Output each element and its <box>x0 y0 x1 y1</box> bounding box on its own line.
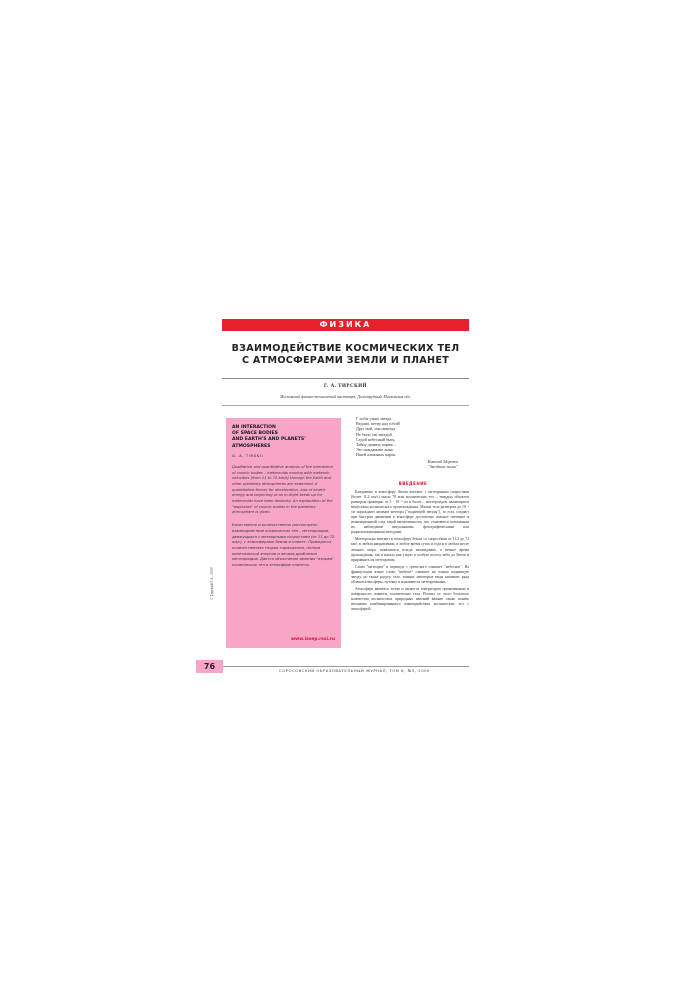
title-line-2: С АТМОСФЕРАМИ ЗЕМЛИ И ПЛАНЕТ <box>241 355 450 366</box>
body-paragraph: Ежедневно в атмосферу Земли влетают с метеорными скоростями (более 11,2 км/с) около 70 млн космических тел – твердых объектов размером примерно от 5 · 10⁻⁶ см и более – метеороидов, являющихся веществом космического происхождения. Малые тела размером до 10⁻² см порождают явление метеора ("падающей звезды"), то есть создают при быстром движении в атмосфере достаточно сильное свечение и ионизационный след такой интенсивности, что становится возможным их наблюдение визуальными, фотографическими или радиолокационными методами. <box>351 490 469 535</box>
epigraph-line: Г лобы узких звезда. <box>356 416 393 421</box>
body-paragraph: Атмосфера является телом и является генератором проявлениями в поверхности планеты, космические тела. Потому от этого большого количества космических природных явлений важнее также понять механизм комбинированного взаимодействия космических тел с атмосферой. <box>351 586 469 612</box>
epigraph-author: Николай Морозов <box>427 458 458 464</box>
author-affiliation: Московский физико-технический институт, Долгопрудный, Московская обл. <box>279 394 412 399</box>
affiliation-rule <box>222 405 469 406</box>
epigraph-line: Друг мой, она никогда <box>356 426 396 432</box>
russian-abstract: Качественно и количественно рассмотрено взаимодействие космических тел – метеороидов, движущихся с метеорными скоростями (от 11 до 72 км/с), с атмосферами Земли и планет. Приводятся количественная теория торможения, потери кинетической энергии и начала дробления метеороидов. Дается объяснение явления "взрыва" космических тел в атмосфере планеты. <box>232 523 335 568</box>
page-number: 76 <box>196 660 223 673</box>
body-paragraph: Метеороиды влетают в атмосферу Земли со скоростями от 11,2 до 72 км/с в любом направлении, в любое время суток и года и в любом месте земного шара, появляются всегда неожиданно, а вечное время прохождения, так и начало как узкую и особую полосу неба до Земли и приравнять их метеоритам. <box>351 537 469 562</box>
epigraph-source: "Звездные песни" <box>428 463 458 469</box>
intro-heading: ВВЕДЕНИЕ <box>398 481 428 486</box>
copyright-note: © Тирский Г.А., 2000 <box>210 567 214 600</box>
body-paragraph: Слово "метеорит" в переводе с греческого означает "небесное". На французском языке слово "météore" означает не только падающую звезду, но также радугу, гало, зоники, некоторые виды кишение, ряда облаков атмосферы, путёвку и называются метеоритными. <box>351 564 469 584</box>
epigraph-line: Тайну данных париж – <box>356 442 396 448</box>
epigraph-line: Это нежданные лыко. <box>356 447 394 453</box>
article-author: Г. А. ТИРСКИЙ <box>323 384 368 389</box>
english-title: AN INTERACTION OF SPACE BODIES AND EARTH'S AND PLANETS' ATMOSPHERES <box>232 425 306 449</box>
title-rule <box>222 378 469 379</box>
footer-rule <box>223 666 469 667</box>
article-title <box>222 343 469 367</box>
epigraph <box>356 416 466 469</box>
epigraph-line: Ишей алмазных парок. <box>356 452 397 458</box>
title-line-1: ВЗАИМОДЕЙСТВИЕ КОСМИЧЕСКИХ ТЕЛ <box>231 343 460 354</box>
section-label: ФИЗИКА <box>222 319 469 331</box>
journal-name: СОРОСОВСКИЙ ОБРАЗОВАТЕЛЬНЫЙ ЖУРНАЛ, ТОМ 6, №5, 2000 <box>279 668 430 673</box>
epigraph-line: Ведомо, ветер над тобой! <box>356 421 401 427</box>
epigraph-line: Не было так звездой. <box>356 431 393 437</box>
epigraph-line: Седой небесный быть, <box>356 436 396 442</box>
abstract-box <box>226 418 341 648</box>
english-author: G. A. TIRSKII <box>232 452 264 458</box>
article-body <box>351 490 469 648</box>
journal-url-link[interactable]: www.issep.rssi.ru <box>291 637 335 642</box>
english-abstract: Qualitative and quantitative analysis of the interaction of cosmic bodies – meteoroids moving with meteoric velocities (from 11 to 72 km/s) through the Earth and other planetary atmospheres are examined. A quantitative theory for deceleration, loss of kinetic energy and beginning of an in-flight break up for meteoroids have been deduced. An explanation of the "explosion" of cosmic bodies in the planetary atmosphere is given. <box>232 464 333 515</box>
